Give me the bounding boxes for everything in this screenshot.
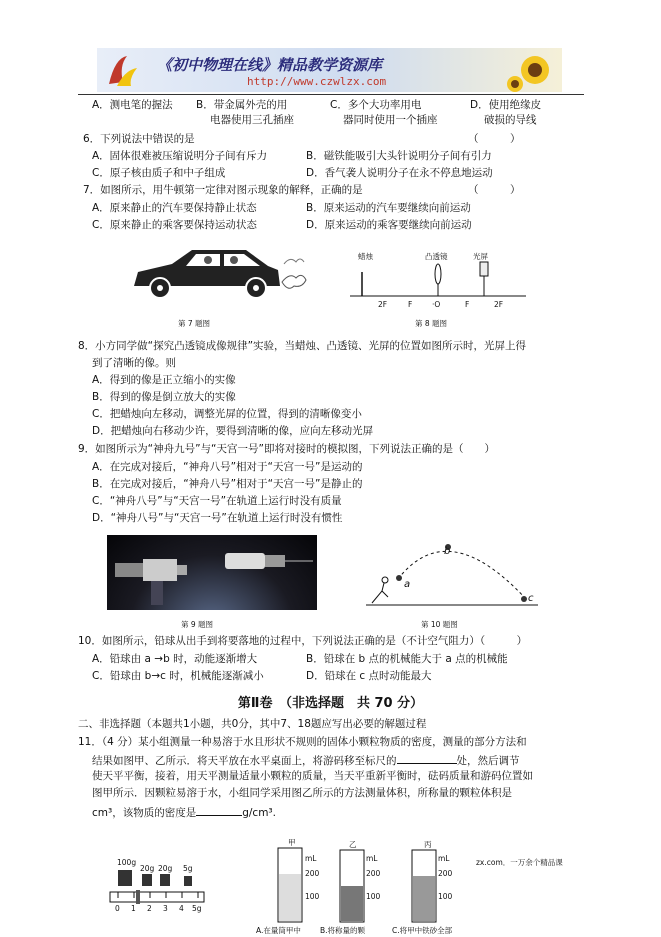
spacecraft-icon (107, 535, 317, 610)
header-banner (97, 48, 562, 92)
fig10-point-a: a (404, 579, 411, 590)
cylinder-label-jia: 甲 (288, 838, 296, 847)
q5-option-c: C．多个大功率用电 (330, 99, 422, 111)
figure-9-caption: 第 9 题图 (181, 620, 214, 629)
figure-7-caption: 第 7 题图 (178, 319, 211, 328)
q8-option-d: D．把蜡烛向右移动少许，要得到清晰的像，应向左移动光屏 (92, 425, 374, 437)
q9-option-b: B．在完成对接后，“神舟八号”相对于“天宫一号”是静止的 (92, 478, 363, 490)
cylinder-3-unit: mL (438, 854, 450, 863)
q9-option-a: A．在完成对接后，“神舟八号”相对于“天宫一号”是运动的 (92, 461, 363, 473)
figure-7-car (128, 242, 308, 304)
q7-option-a: A．原来静止的汽车要保持静止状态 (92, 202, 257, 214)
fig8-tick-f-right: F (465, 300, 470, 309)
q11-line-5-tail: g/cm³. (242, 807, 276, 819)
q11-line-4: 图甲所示．因颗粒易溶于水，小组同学采用图乙所示的方法测量体积，所称量的颗粒体积是 (92, 787, 512, 799)
q7-option-d: D．原来运动的乘客要继续向前运动 (306, 219, 472, 231)
q8-option-c: C．把蜡烛向左移动，调整光屏的位置，得到的清晰像变小 (92, 408, 362, 420)
q6-option-d: D．香气袭人说明分子在永不停息地运动 (306, 167, 493, 179)
scale-tick-3: 3 (163, 904, 168, 913)
figure-8-caption: 第 8 题图 (415, 319, 448, 328)
header-rule (78, 94, 584, 95)
section-2-title: 第Ⅱ卷 （非选择题 共 70 分） (237, 696, 424, 711)
weight-label-5g: 5g (183, 864, 193, 873)
q7-option-c: C．原来静止的乘客要保持运动状态 (92, 219, 257, 231)
fig8-candle-label: 蜡烛 (358, 252, 373, 261)
cylinder-label-yi: 乙 (349, 840, 357, 849)
cylinder-3-tick-100: 100 (438, 892, 453, 901)
q5-option-c-cont: 器同时使用一个插座 (343, 114, 438, 126)
part2-heading: 二、非选择题（本题共1小题，共0分，其中7、18题应写出必要的解题过程 (78, 718, 427, 730)
cylinder-2-unit: mL (366, 854, 378, 863)
watermark-text: zx.com．一万余个精品课 (476, 858, 563, 867)
scale-tick-5g: 5g (192, 904, 202, 913)
q8-stem: 8．小方同学做“探究凸透镜成像规律”实验，当蜡烛、凸透镜、光屏的位置如图所示时，光屏上得 (78, 340, 527, 352)
q10-option-c: C．铅球由 b→c 时，机械能逐渐减小 (92, 670, 264, 682)
q9-option-c: C．“神舟八号”与“天宫一号”在轨道上运行时没有质量 (92, 495, 342, 507)
q8-stem-cont: 到了清晰的像。则 (92, 357, 176, 369)
banner-url: http://www.czwlzx.com (247, 75, 387, 88)
q11-blank-1[interactable] (397, 753, 457, 764)
q11-line-2 (92, 753, 520, 768)
q5-option-b-cont: 电器使用三孔插座 (210, 114, 294, 126)
q11-line-3: 使天平平衡，接着，用天平测量适量小颗粒的质量，当天平重新平衡时，砝码质量和游码位置如 (92, 770, 533, 782)
banner-title: 《初中物理在线》精品教学资源库 (157, 56, 383, 74)
q7-option-b: B．原来运动的汽车要继续向前运动 (306, 202, 471, 214)
q10-option-a: A．铅球由 a →b 时，动能逐渐增大 (92, 653, 258, 665)
fig8-tick-f-left: F (408, 300, 413, 309)
q9-option-d: D．“神舟八号”与“天宫一号”在轨道上运行时没有惯性 (92, 512, 343, 524)
q11-line-2-text: 结果如图甲、乙所示．将天平放在水平桌面上，将游码移至标尺的 (92, 755, 397, 767)
q11-line-1: 11．（4 分）某小组测量一种易溶于水且形状不规则的固体小颗粒物质的密度，测量的部分方法和 (78, 736, 527, 748)
q11-blank-2[interactable] (196, 805, 242, 816)
q6-option-c: C．原子核由质子和中子组成 (92, 167, 226, 179)
fig8-tick-2f-right: 2F (494, 300, 504, 309)
q7-paren: （ ） (468, 184, 521, 196)
q10-option-d: D．铅球在 c 点时动能最大 (306, 670, 432, 682)
logo-icon (105, 52, 139, 88)
sunflower-icon (507, 48, 562, 92)
scale-tick-1: 1 (131, 904, 136, 913)
q10-stem: 10．如图所示，铅球从出手到将要落地的过程中，下列说法正确的是（不计空气阻力）（ ） (78, 635, 528, 647)
cylinder-1-unit: mL (305, 854, 317, 863)
cylinder-1-tick-100: 100 (305, 892, 320, 901)
weight-label-20g-a: 20g (140, 864, 155, 873)
q5-option-d: D．使用绝缘皮 (470, 99, 542, 111)
scale-tick-2: 2 (147, 904, 152, 913)
weight-label-100g: 100g (117, 858, 137, 867)
q6-paren: （ ） (468, 133, 521, 145)
cylinder-label-bing: 丙 (424, 840, 432, 849)
q11-line-2-tail: 处，然后调节 (456, 755, 520, 767)
cylinder-1-tick-200: 200 (305, 869, 320, 878)
weight-label-20g-b: 20g (158, 864, 173, 873)
fig8-tick-2f-left: 2F (378, 300, 388, 309)
fig8-lens-label: 凸透镜 (425, 252, 448, 261)
q5-option-b: B．带金属外壳的用 (196, 99, 288, 111)
cylinder-caption-a: A.在量筒甲中 (256, 926, 301, 935)
cylinder-2-tick-200: 200 (366, 869, 381, 878)
q5-option-d-cont: 破损的导线 (484, 114, 537, 126)
fig10-point-c: c (528, 593, 534, 604)
q7-stem: 7．如图所示，用牛顿第一定律对图示现象的解释，正确的是 (83, 184, 363, 196)
q6-option-b: B．磁铁能吸引大头针说明分子间有引力 (306, 150, 492, 162)
figure-10-caption: 第 10 题图 (421, 620, 458, 629)
figure-8-optical-bench (350, 258, 530, 302)
cylinder-2-tick-100: 100 (366, 892, 381, 901)
q8-option-a: A．得到的像是正立缩小的实像 (92, 374, 236, 386)
q5-option-a: A．测电笔的握法 (92, 99, 173, 111)
fig10-point-b: b (444, 546, 451, 557)
fig8-screen-label: 光屏 (473, 252, 488, 261)
q10-option-b: B．铅球在 b 点的机械能大于 a 点的机械能 (306, 653, 508, 665)
q11-line-5-text: cm³，该物质的密度是 (92, 807, 197, 819)
cylinder-caption-b: B.将称量的颗 (320, 926, 366, 935)
q9-stem: 9．如图所示为“神舟九号”与“天宫一号”即将对接时的模拟图，下列说法正确的是（ ） (78, 443, 495, 455)
q6-stem: 6．下列说法中错误的是 (83, 133, 195, 145)
q11-line-5 (92, 805, 276, 820)
scale-tick-0: 0 (115, 904, 120, 913)
figure-10-trajectory (358, 535, 548, 610)
q8-option-b: B．得到的像是倒立放大的实像 (92, 391, 236, 403)
figure-9-spacecraft-image (107, 535, 317, 610)
scale-tick-4: 4 (179, 904, 184, 913)
fig8-tick-o: ·O (432, 300, 441, 309)
q6-option-a: A．固体很难被压缩说明分子间有斥力 (92, 150, 268, 162)
cylinder-caption-c: C.将甲中铁砂全部 (392, 926, 453, 935)
cylinder-3-tick-200: 200 (438, 869, 453, 878)
